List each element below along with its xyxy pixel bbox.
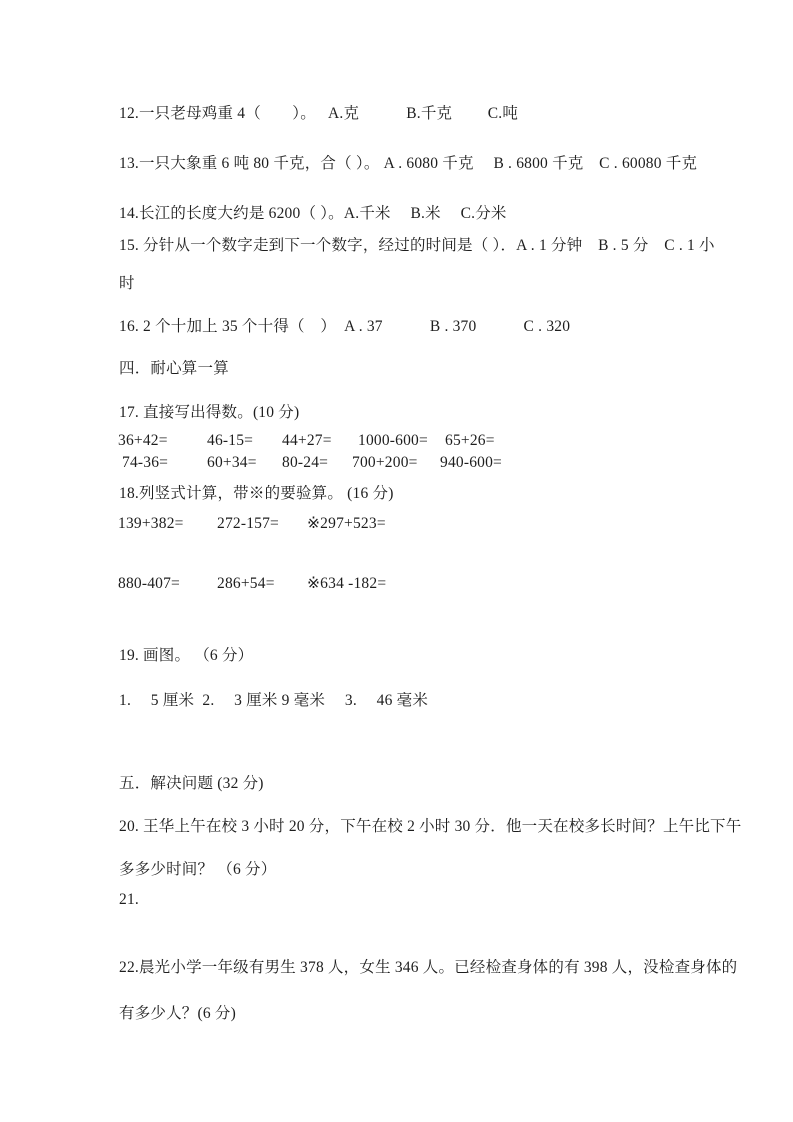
question-12: 12.一只老母鸡重 4（ ）。 A.克 B.千克 C.吨	[119, 105, 519, 122]
calc-expression: 880-407=	[118, 575, 181, 592]
question-18-title: 18.列竖式计算，带※的要验算。 (16 分)	[119, 485, 394, 502]
question-22-line-2: 有多少人？(6 分)	[119, 1005, 236, 1022]
question-19-items: 1. 5 厘米 2. 3 厘米 9 毫米 3. 46 毫米	[119, 692, 429, 709]
question-20-line-2: 多多少时间？ （6 分）	[119, 861, 277, 878]
calc-expression: 60+34=	[207, 454, 257, 471]
calc-expression: ※634 -182=	[307, 575, 387, 592]
calc-expression: 74-36=	[122, 454, 169, 471]
calc-expression: 46-15=	[207, 432, 254, 449]
question-17-row-1	[118, 431, 495, 450]
question-17-row-2	[122, 453, 502, 472]
section-4-heading: 四．耐心算一算	[119, 360, 229, 377]
calc-expression: 700+200=	[352, 454, 418, 471]
question-18-row-2	[118, 574, 386, 593]
calc-expression: 80-24=	[282, 454, 329, 471]
calc-expression: 36+42=	[118, 432, 168, 449]
question-15-line-2: 时	[119, 275, 135, 292]
question-21: 21.	[119, 891, 139, 908]
question-17-title: 17. 直接写出得数。(10 分)	[119, 404, 300, 421]
question-18-row-1	[118, 514, 386, 533]
section-5-heading: 五．解决问题 (32 分)	[119, 775, 264, 792]
calc-expression: 44+27=	[282, 432, 332, 449]
calc-expression: 286+54=	[217, 575, 275, 592]
question-16: 16. 2 个十加上 35 个十得（ ） A . 37 B . 370 C . 320	[119, 318, 571, 335]
calc-expression: 139+382=	[118, 515, 184, 532]
calc-expression: ※297+523=	[307, 515, 386, 532]
question-14: 14.长江的长度大约是 6200（ ）。A.千米 B.米 C.分米	[119, 205, 507, 222]
question-13: 13.一只大象重 6 吨 80 千克，合（ ）。 A . 6080 千克 B . 6800 千克 C . 60080 千克	[119, 155, 698, 172]
question-15-line-1: 15. 分针从一个数字走到下一个数字，经过的时间是（ ）．A . 1 分钟 B . 5 分 C . 1 小	[119, 237, 715, 254]
calc-expression: 272-157=	[217, 515, 280, 532]
question-20-line-1: 20. 王华上午在校 3 小时 20 分，下午在校 2 小时 30 分．他一天在校多长时间？上午比下午	[119, 818, 742, 835]
calc-expression: 1000-600=	[358, 432, 428, 449]
calc-expression: 65+26=	[445, 432, 495, 449]
calc-expression: 940-600=	[440, 454, 503, 471]
question-22-line-1: 22.晨光小学一年级有男生 378 人，女生 346 人。已经检查身体的有 398 人，没检查身体的	[119, 959, 738, 976]
question-19-title: 19. 画图。 （6 分）	[119, 647, 254, 664]
